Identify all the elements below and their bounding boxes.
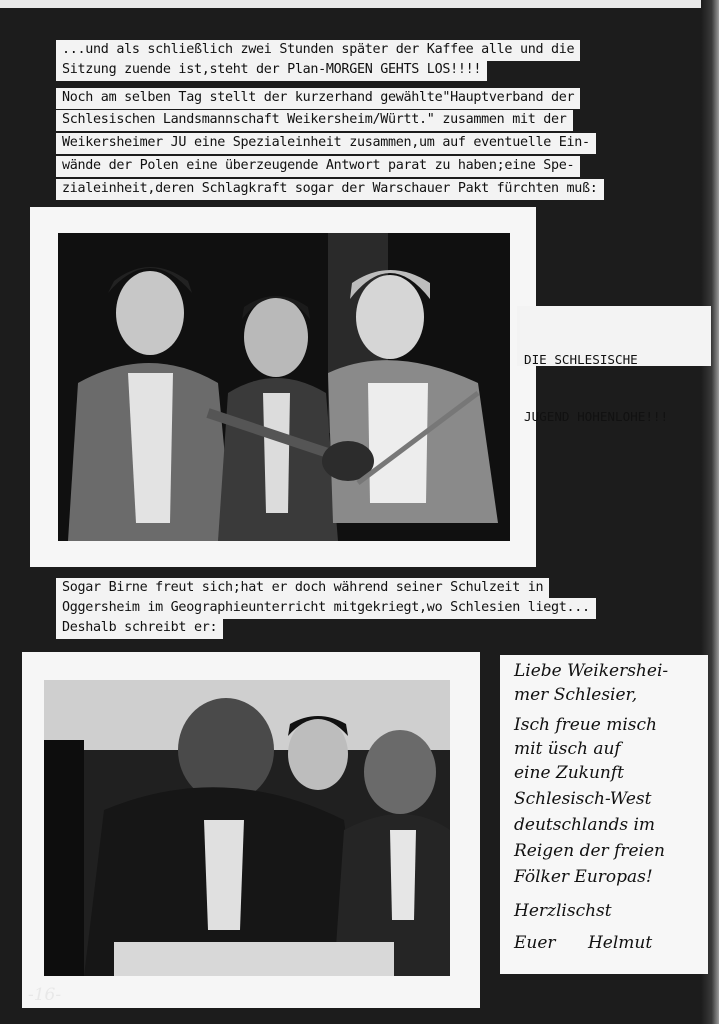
- page-edge: [0, 0, 719, 8]
- intro-line-1: ...und als schließlich zwei Stunden später der Kaffee alle und die: [56, 40, 580, 61]
- middle-line-3: Deshalb schreibt er:: [56, 618, 223, 639]
- caption-label-line-1: DIE SCHLESISCHE: [524, 352, 638, 367]
- intro-line-3: Noch am selben Tag stellt der kurzerhand gewählte"Hauptverband der: [56, 88, 580, 109]
- intro-line-2: Sitzung zuende ist,steht der Plan-MORGEN GEHTS LOS!!!!: [56, 60, 487, 81]
- note-line-8: Reigen der freien: [514, 841, 665, 861]
- note-line-7: deutschlands im: [514, 815, 656, 835]
- photo-frame-politicians: [22, 652, 480, 1008]
- note-line-4: mit üsch auf: [514, 739, 621, 759]
- note-line-1: Liebe Weikershei-: [514, 661, 669, 681]
- note-line-6: Schlesisch-West: [514, 789, 652, 809]
- photo-frame-group: [30, 207, 536, 567]
- note-signature: Euer Helmut: [514, 933, 653, 953]
- page-number: -16-: [28, 985, 62, 1005]
- note-line-10: Herzlischst: [514, 901, 612, 921]
- intro-line-5: Weikersheimer JU eine Spezialeinheit zusammen,um auf eventuelle Ein-: [56, 133, 596, 154]
- middle-line-2: Oggersheim im Geographieunterricht mitgekriegt,wo Schlesien liegt...: [56, 598, 596, 619]
- group-photo-image: [58, 233, 510, 541]
- group-photo: [58, 233, 510, 541]
- intro-line-7: zialeinheit,deren Schlagkraft sogar der Warschauer Pakt fürchten muß:: [56, 179, 604, 200]
- note-line-3: Isch freue misch: [514, 715, 657, 735]
- note-line-5: eine Zukunft: [514, 763, 624, 783]
- politicians-photo-image: [44, 680, 450, 976]
- middle-line-1: Sogar Birne freut sich;hat er doch während seiner Schulzeit in: [56, 578, 549, 599]
- note-line-9: Fölker Europas!: [514, 867, 653, 887]
- handwritten-note: [500, 655, 708, 974]
- politicians-photo: [44, 680, 450, 976]
- intro-line-6: wände der Polen eine überzeugende Antwort parat zu haben;eine Spe-: [56, 156, 580, 177]
- intro-line-4: Schlesischen Landsmannschaft Weikersheim/Württ." zusammen mit der: [56, 110, 573, 131]
- caption-label: [517, 306, 711, 424]
- caption-label-line-2: JUGEND HOHENLOHE!!!: [524, 409, 669, 424]
- note-line-2: mer Schlesier,: [514, 685, 638, 705]
